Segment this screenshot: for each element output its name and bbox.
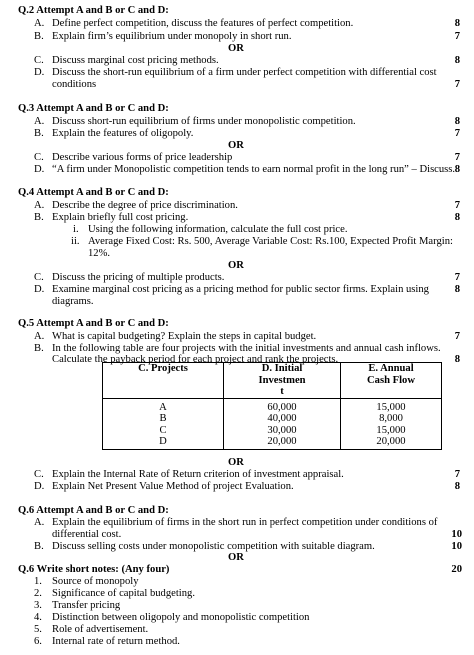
- q4-b-ii-text: Average Fixed Cost: Rs. 500, Average Variable Cost: Rs.100, Expected Profit Margin:: [88, 236, 453, 247]
- investment-cell: 60,000: [224, 398, 341, 413]
- q4-a-marks: 7: [454, 200, 460, 211]
- q5-d-marks: 8: [454, 481, 460, 492]
- q4-b-text: Explain briefly full cost pricing.: [52, 212, 189, 223]
- q3-a-marks: 8: [454, 116, 460, 127]
- col-projects-header: C. Projects: [103, 363, 224, 399]
- q4-b-ii-text-cont: 12%.: [88, 248, 111, 259]
- q4-a-label: A.: [34, 200, 45, 211]
- table-row: [103, 425, 442, 437]
- q4-b-i-label: i.: [73, 224, 79, 235]
- q4-d-marks: 8: [454, 284, 460, 295]
- list-item-text: Transfer pricing: [52, 600, 121, 611]
- cash-flow-cell: 15,000: [341, 398, 442, 413]
- q5-a-marks: 7: [454, 331, 460, 342]
- q2-a-text: Define perfect competition, discuss the features of perfect competition.: [52, 18, 354, 29]
- q2-d-text: Discuss the short-run equilibrium of a firm under perfect competition with differential cost: [52, 67, 437, 78]
- project-cell: B: [103, 413, 224, 425]
- list-item-number: 3.: [34, 600, 42, 611]
- q3-c-text: Describe various forms of price leadership: [52, 152, 233, 163]
- q5-a-label: A.: [34, 331, 45, 342]
- q4-heading-line: [0, 187, 474, 200]
- q2-heading-line: [0, 5, 474, 18]
- list-item-number: 5.: [34, 624, 42, 635]
- q6-a-label: A.: [34, 517, 45, 528]
- col-annual-cash-flow-header: E. Annual Cash Flow: [341, 363, 442, 399]
- table-header-row: [103, 363, 442, 399]
- q4-b-ii-label: ii.: [71, 236, 80, 247]
- project-cell: A: [103, 398, 224, 413]
- q3-d-label: D.: [34, 164, 45, 175]
- cash-flow-cell: 8,000: [341, 413, 442, 425]
- table-row: [103, 413, 442, 425]
- q3-d-marks: 8: [454, 164, 460, 175]
- list-item-number: 1.: [34, 576, 42, 587]
- q4-c-marks: 7: [454, 272, 460, 283]
- list-item-number: 6.: [34, 636, 42, 647]
- list-item-number: 2.: [34, 588, 42, 599]
- q3-a-label: A.: [34, 116, 45, 127]
- q3-b-text: Explain the features of oligopoly.: [52, 128, 194, 139]
- table-row: [103, 398, 442, 413]
- investment-cell: 20,000: [224, 436, 341, 449]
- q6-a-text-cont: differential cost.: [52, 529, 122, 540]
- q4-a-text: Describe the degree of price discrimination.: [52, 200, 238, 211]
- q4-or: OR: [228, 260, 244, 271]
- q5-d-line: [0, 481, 474, 494]
- q2-b-text: Explain firm’s equilibrium under monopoly in short run.: [52, 31, 292, 42]
- cash-flow-cell: 20,000: [341, 436, 442, 449]
- q2-b-marks: 7: [454, 31, 460, 42]
- q3-c-marks: 7: [454, 152, 460, 163]
- q5-c-label: C.: [34, 469, 44, 480]
- q3-heading: Q.3 Attempt A and B or C and D:: [18, 103, 169, 114]
- projects-table: [102, 362, 442, 450]
- q3-c-label: C.: [34, 152, 44, 163]
- q2-d-text-cont: conditions: [52, 79, 97, 90]
- cash-flow-cell: 15,000: [341, 425, 442, 437]
- q5-heading-line: [0, 318, 474, 331]
- q2-d-label: D.: [34, 67, 45, 78]
- q5-d-text: Explain Net Present Value Method of project Evaluation.: [52, 481, 294, 492]
- list-item: [0, 636, 474, 649]
- q5-b-label: B.: [34, 343, 44, 354]
- list-item-number: 4.: [34, 612, 42, 623]
- investment-cell: 40,000: [224, 413, 341, 425]
- q5-c-marks: 7: [454, 469, 460, 480]
- q2-d-line-2: [0, 79, 474, 92]
- q5-a-text: What is capital budgeting? Explain the steps in capital budget.: [52, 331, 317, 342]
- q4-d-text-cont: diagrams.: [52, 296, 94, 307]
- q4-b-i-text: Using the following information, calculate the full cost price.: [88, 224, 348, 235]
- list-item-text: Source of monopoly: [52, 576, 139, 587]
- q6-a-text: Explain the equilibrium of firms in the short run in perfect competition under conditions of: [52, 517, 438, 528]
- q6-b-marks: 10: [451, 541, 462, 552]
- q3-b-label: B.: [34, 128, 44, 139]
- project-cell: D: [103, 436, 224, 449]
- list-item-text: Distinction between oligopoly and monopolistic competition: [52, 612, 310, 623]
- q4-b-marks: 8: [454, 212, 460, 223]
- q3-or: OR: [228, 140, 244, 151]
- q2-d-marks: 7: [454, 79, 460, 90]
- q2-a-line: [0, 18, 474, 31]
- q3-d-line: [0, 164, 474, 177]
- q3-b-marks: 7: [454, 128, 460, 139]
- q6-heading: Q.6 Attempt A and B or C and D:: [18, 505, 169, 516]
- q3-a-text: Discuss short-run equilibrium of firms under monopolistic competition.: [52, 116, 356, 127]
- q5-c-text: Explain the Internal Rate of Return criterion of investment appraisal.: [52, 469, 344, 480]
- list-item-text: Significance of capital budgeting.: [52, 588, 195, 599]
- q6-short-notes-heading: Q.6 Write short notes: (Any four): [18, 564, 170, 575]
- q4-c-label: C.: [34, 272, 44, 283]
- q2-c-marks: 8: [454, 55, 460, 66]
- investment-cell: 30,000: [224, 425, 341, 437]
- q2-a-marks: 8: [454, 18, 460, 29]
- list-item-text: Internal rate of return method.: [52, 636, 180, 647]
- q4-d-text: Examine marginal cost pricing as a pricing method for public sector firms. Explain using: [52, 284, 429, 295]
- q5-b-marks: 8: [454, 354, 460, 365]
- q4-d-label: D.: [34, 284, 45, 295]
- q4-b-label: B.: [34, 212, 44, 223]
- q6-or: OR: [228, 552, 244, 563]
- q6-b-label: B.: [34, 541, 44, 552]
- q2-a-label: A.: [34, 18, 45, 29]
- q2-heading: Q.2 Attempt A and B or C and D:: [18, 5, 169, 16]
- q6-a-marks: 10: [451, 529, 462, 540]
- q4-heading: Q.4 Attempt A and B or C and D:: [18, 187, 169, 198]
- q2-b-label: B.: [34, 31, 44, 42]
- q2-c-text: Discuss marginal cost pricing methods.: [52, 55, 219, 66]
- q5-b-text: In the following table are four projects with the initial investments and annual cash inflows.: [52, 343, 441, 354]
- q6-b-text: Discuss selling costs under monopolistic competition with suitable diagram.: [52, 541, 375, 552]
- q4-c-text: Discuss the pricing of multiple products.: [52, 272, 225, 283]
- q5-or: OR: [228, 457, 244, 468]
- q5-heading: Q.5 Attempt A and B or C and D:: [18, 318, 169, 329]
- list-item-text: Role of advertisement.: [52, 624, 149, 635]
- q3-heading-line: [0, 103, 474, 116]
- q2-or: OR: [228, 43, 244, 54]
- q3-d-text: “A firm under Monopolistic competition tends to earn normal profit in the long run” – Discuss.: [52, 164, 456, 175]
- q6-short-notes-marks: 20: [451, 564, 462, 575]
- project-cell: C: [103, 425, 224, 437]
- q5-b-text-cont: Calculate the payback period for each project and rank the projects.: [52, 354, 339, 365]
- q2-c-label: C.: [34, 55, 44, 66]
- col-initial-investment-header: D. Initial Investmen t: [224, 363, 341, 399]
- q4-d-line-2: [0, 296, 474, 309]
- table-row: [103, 436, 442, 449]
- q5-d-label: D.: [34, 481, 45, 492]
